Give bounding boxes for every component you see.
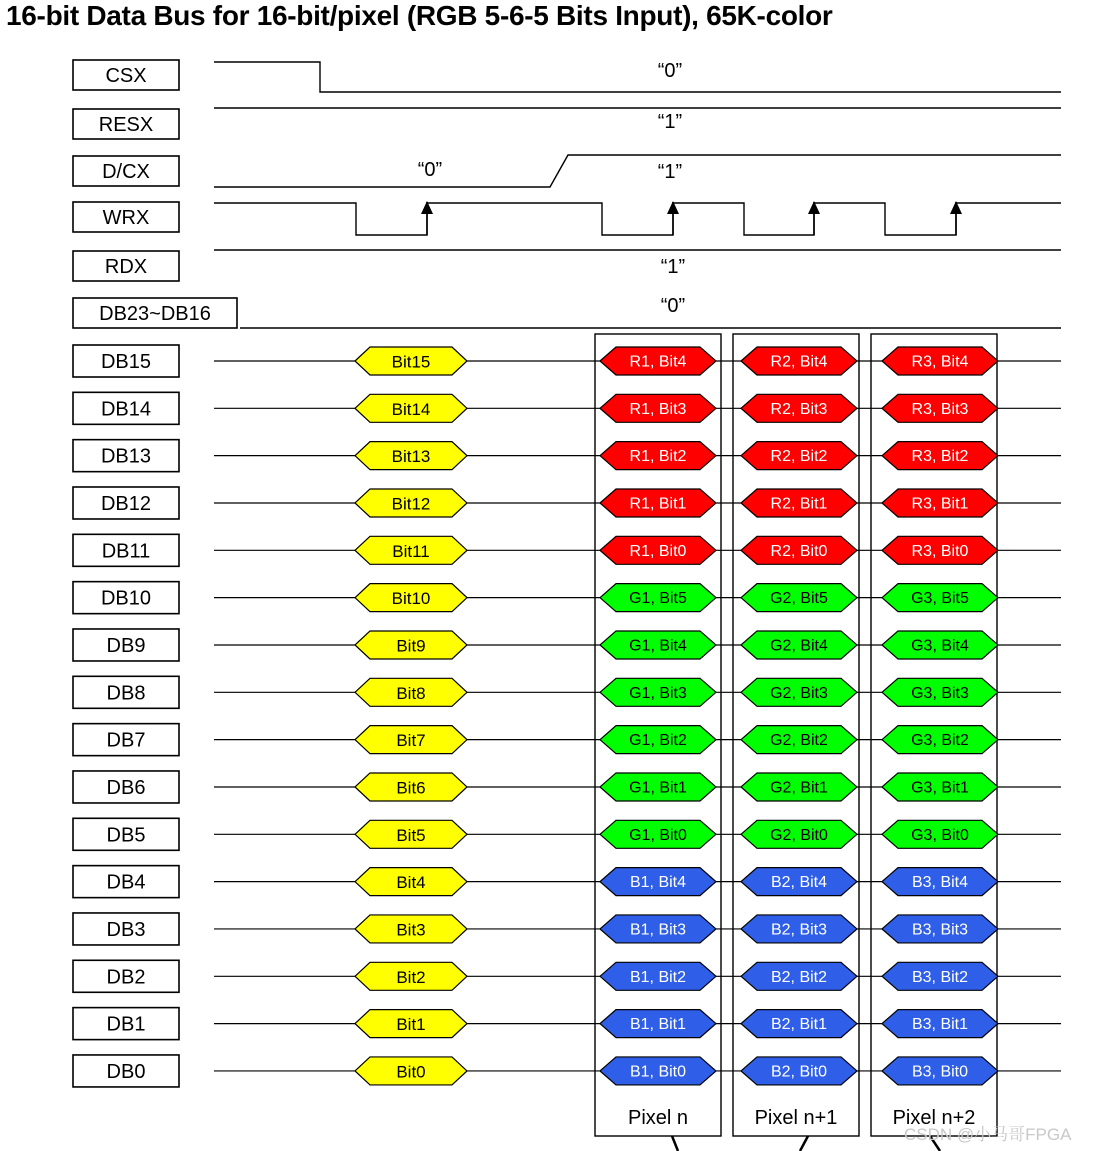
signal-label: RDX (104, 256, 148, 278)
pixel-bit-cell-label: B1, Bit4 (629, 874, 687, 892)
bit-cell-label: Bit13 (391, 447, 431, 467)
pixel-bit-cell-label: B3, Bit2 (911, 968, 969, 986)
pixel-bit-cell-label: B2, Bit4 (770, 874, 828, 892)
data-line-label: DB15 (100, 351, 152, 373)
dcx-low-label: “0” (417, 159, 443, 181)
pixel-bit-cell-label: B3, Bit0 (911, 1063, 969, 1081)
data-line-label: DB1 (106, 1013, 146, 1036)
pixel-bit-cell-label: R1, Bit0 (629, 542, 687, 560)
pixel-bit-cell-label: G2, Bit2 (770, 732, 828, 750)
pixel-bit-cell-label: B2, Bit3 (770, 921, 828, 939)
rdx-level-label: “1” (660, 256, 686, 278)
pixel-bit-cell-label: R3, Bit0 (911, 542, 969, 560)
data-line-group (73, 345, 1061, 1087)
data-line-label: DB8 (106, 682, 146, 705)
watermark: CSDN @小马哥FPGA (904, 1125, 1072, 1144)
bit-cell-label: Bit15 (391, 352, 431, 372)
signal-label: DB23~DB16 (99, 303, 211, 325)
bit-cell-label: Bit5 (396, 825, 426, 845)
data-line-label: DB7 (106, 729, 146, 752)
pixel-bit-cell-label: R2, Bit3 (770, 400, 828, 418)
pixel-bit-cell-label: G3, Bit0 (911, 826, 969, 844)
data-line-label: DB10 (100, 587, 152, 610)
dcx-high-label: “1” (657, 161, 683, 183)
pixel-bit-cell-label: G3, Bit5 (911, 590, 969, 608)
dcx-waveform (214, 155, 1061, 187)
pixel-bit-cell-label: G2, Bit3 (770, 684, 828, 702)
pixel-bit-cell-label: G1, Bit0 (629, 826, 687, 844)
pixel-bit-cell-label: G3, Bit4 (911, 637, 969, 655)
resx-level-label: “1” (657, 111, 683, 133)
bit-cell-label: Bit14 (391, 399, 431, 419)
pixel-bit-cell-label: R1, Bit1 (629, 495, 687, 513)
db23-db16-level-label: “0” (660, 295, 686, 317)
csx-waveform (214, 62, 1061, 92)
pixel-bit-cell-label: R2, Bit4 (770, 353, 828, 371)
bracket-stub (672, 1136, 678, 1151)
pixel-bit-cell-label: G2, Bit0 (770, 826, 828, 844)
pixel-bit-cell-label: R1, Bit2 (629, 448, 687, 466)
pixel-bit-cell-label: G1, Bit1 (629, 779, 687, 797)
data-line-label: DB4 (106, 871, 146, 894)
pixel-bit-cell-label: B1, Bit1 (629, 1016, 687, 1034)
pixel-bit-cell-label: G1, Bit5 (629, 590, 687, 608)
bit-cell-label: Bit6 (396, 778, 426, 798)
wrx-waveform (214, 203, 1061, 235)
pixel-bit-cell-label: B2, Bit0 (770, 1063, 828, 1081)
pixel-bit-cell-label: G3, Bit2 (911, 732, 969, 750)
pixel-bit-cell-label: R1, Bit3 (629, 400, 687, 418)
bit-cell-label: Bit10 (391, 589, 431, 609)
pixel-bit-cell-label: G2, Bit4 (770, 637, 828, 655)
data-line-label: DB13 (100, 445, 152, 468)
pixel-bit-cell-label: B3, Bit4 (911, 874, 969, 892)
bit-cell-label: Bit9 (396, 636, 426, 656)
pixel-bit-cell-label: R2, Bit1 (770, 495, 828, 513)
pixel-bit-cell-label: B2, Bit1 (770, 1016, 828, 1034)
pixel-bit-cell-label: G1, Bit4 (629, 637, 687, 655)
pixel-bit-cell-label: R3, Bit2 (911, 448, 969, 466)
pixel-bit-cell-label: G3, Bit1 (911, 779, 969, 797)
bit-cell-label: Bit0 (396, 1062, 426, 1082)
signal-label: RESX (98, 114, 154, 136)
pixel-bit-cell-label: G2, Bit5 (770, 590, 828, 608)
data-line-label: DB6 (106, 776, 146, 799)
data-line-label: DB14 (100, 398, 152, 421)
data-line-label: DB0 (106, 1060, 146, 1083)
signal-label-group (73, 60, 237, 328)
pixel-bit-cell-label: G3, Bit3 (911, 684, 969, 702)
pixel-bit-cell-label: B1, Bit3 (629, 921, 687, 939)
waveform-group (214, 60, 1061, 328)
data-line-label: DB5 (106, 824, 146, 847)
pixel-bit-cell-label: B2, Bit2 (770, 968, 828, 986)
pixel-bit-cell-label: R3, Bit1 (911, 495, 969, 513)
pixel-bit-cell-label: G2, Bit1 (770, 779, 828, 797)
pixel-bit-cell-label: R1, Bit4 (629, 353, 687, 371)
bit-cell-label: Bit4 (396, 873, 426, 893)
pixel-bit-cell-label: B1, Bit2 (629, 968, 687, 986)
bit-cell-label: Bit3 (396, 920, 426, 940)
pixel-group-label: Pixel n+1 (754, 1107, 838, 1129)
data-line-label: DB11 (101, 540, 151, 563)
pixel-bit-cell-label: B1, Bit0 (629, 1063, 687, 1081)
signal-label: WRX (102, 207, 150, 229)
pixel-bit-cell-label: R2, Bit0 (770, 542, 828, 560)
diagram-title: 16-bit Data Bus for 16-bit/pixel (RGB 5-6-5 Bits Input), 65K-color (6, 0, 833, 31)
data-line-label: DB12 (100, 492, 152, 515)
pixel-bit-cell-label: R3, Bit3 (911, 400, 969, 418)
signal-label: CSX (105, 65, 147, 87)
pixel-group-label: Pixel n+2 (892, 1107, 976, 1129)
pixel-bit-cell-label: B3, Bit1 (911, 1016, 969, 1034)
bit-cell-label: Bit7 (396, 731, 426, 751)
bit-cell-label: Bit1 (396, 1015, 426, 1035)
bit-cell-label: Bit12 (391, 494, 431, 514)
pixel-bit-cell-label: R2, Bit2 (770, 448, 828, 466)
bit-cell-label: Bit2 (396, 967, 426, 987)
csx-level-label: “0” (657, 60, 683, 82)
pixel-bit-cell-label: G1, Bit3 (629, 684, 687, 702)
data-line-label: DB9 (106, 634, 146, 657)
pixel-bit-cell-label: B3, Bit3 (911, 921, 969, 939)
bracket-stub (800, 1136, 808, 1151)
pixel-bit-cell-label: G1, Bit2 (629, 732, 687, 750)
bit-cell-label: Bit11 (392, 541, 430, 561)
data-line-label: DB3 (106, 918, 146, 941)
bit-cell-label: Bit8 (396, 683, 426, 703)
data-line-label: DB2 (106, 966, 146, 989)
pixel-group-label: Pixel n (627, 1107, 689, 1129)
pixel-bit-cell-label: R3, Bit4 (911, 353, 969, 371)
signal-label: D/CX (102, 161, 150, 183)
